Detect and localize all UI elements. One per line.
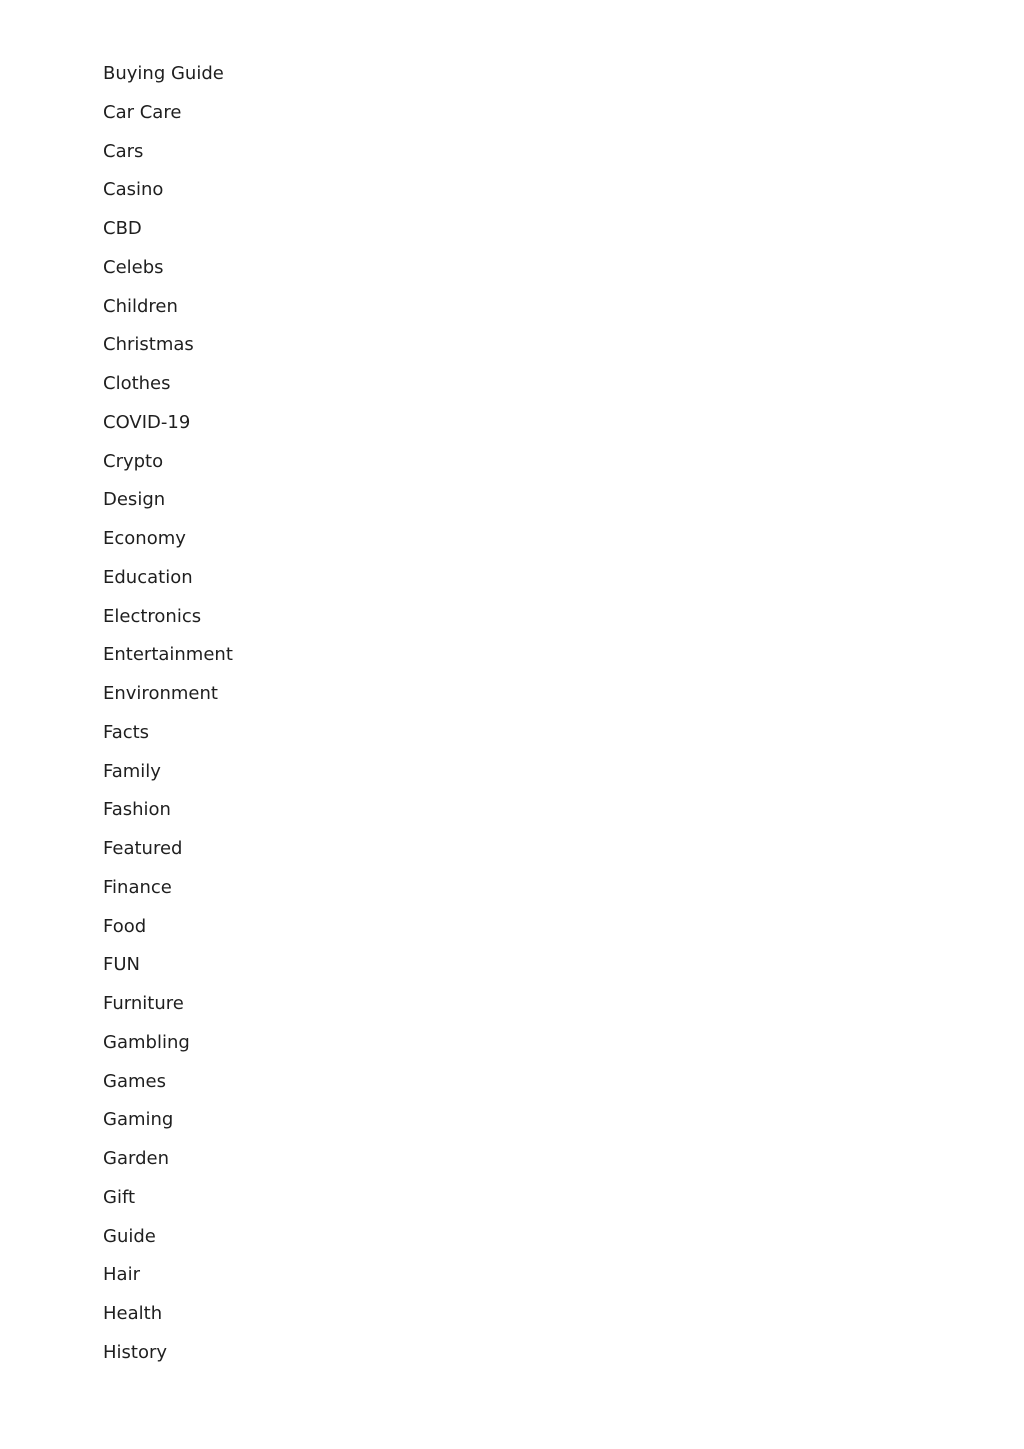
category-item <box>103 1295 233 1334</box>
category-item <box>103 1063 233 1102</box>
category-link[interactable]: Car Care <box>103 101 182 123</box>
category-item <box>103 1179 233 1218</box>
category-item <box>103 94 233 133</box>
category-link[interactable]: Casino <box>103 179 164 201</box>
category-link[interactable]: Entertainment <box>103 644 233 666</box>
category-item <box>103 1334 233 1373</box>
category-item <box>103 908 233 947</box>
category-item <box>103 1101 233 1140</box>
category-item <box>103 326 233 365</box>
category-item <box>103 210 233 249</box>
category-item <box>103 55 233 94</box>
category-link[interactable]: Environment <box>103 683 218 704</box>
category-item <box>103 1256 233 1295</box>
category-item <box>103 481 233 520</box>
category-item <box>103 443 233 482</box>
category-item <box>103 249 233 288</box>
category-link[interactable]: Design <box>103 489 166 511</box>
category-link[interactable]: Children <box>103 295 178 317</box>
category-link[interactable]: Gift <box>103 1186 136 1208</box>
category-link[interactable]: Gaming <box>103 1109 174 1131</box>
category-link[interactable]: FUN <box>103 954 140 976</box>
category-item <box>103 753 233 792</box>
category-link[interactable]: CBD <box>103 218 142 239</box>
category-item <box>103 133 233 172</box>
category-item <box>103 946 233 985</box>
category-link[interactable]: Buying Guide <box>103 63 224 84</box>
category-item <box>103 791 233 830</box>
category-item <box>103 559 233 598</box>
category-item <box>103 365 233 404</box>
category-link[interactable]: Health <box>103 1303 163 1324</box>
category-link[interactable]: Hair <box>103 1264 140 1286</box>
category-item <box>103 520 233 559</box>
category-link[interactable]: Education <box>103 566 193 588</box>
category-link[interactable]: History <box>103 1341 168 1363</box>
category-link[interactable]: Crypto <box>103 450 164 472</box>
category-item <box>103 288 233 327</box>
category-link[interactable]: Celebs <box>103 256 164 278</box>
category-item <box>103 1024 233 1063</box>
category-list <box>103 55 233 1373</box>
category-link[interactable]: Fashion <box>103 799 171 821</box>
category-item <box>103 1140 233 1179</box>
category-item <box>103 714 233 753</box>
category-item <box>103 869 233 908</box>
category-link[interactable]: Gambling <box>103 1031 190 1053</box>
category-link[interactable]: COVID-19 <box>103 411 191 433</box>
category-link[interactable]: Furniture <box>103 993 184 1014</box>
category-link[interactable]: Garden <box>103 1148 169 1169</box>
category-link[interactable]: Featured <box>103 838 183 859</box>
category-link[interactable]: Electronics <box>103 605 202 627</box>
category-item <box>103 171 233 210</box>
category-link[interactable]: Finance <box>103 876 172 898</box>
category-item <box>103 830 233 869</box>
category-item <box>103 404 233 443</box>
category-item <box>103 636 233 675</box>
category-item <box>103 985 233 1024</box>
category-item <box>103 1218 233 1257</box>
category-item <box>103 675 233 714</box>
category-link[interactable]: Guide <box>103 1225 156 1247</box>
category-link[interactable]: Economy <box>103 528 186 549</box>
category-link[interactable]: Cars <box>103 140 144 162</box>
category-link[interactable]: Family <box>103 760 161 782</box>
category-link[interactable]: Christmas <box>103 334 194 356</box>
category-link[interactable]: Food <box>103 915 147 937</box>
category-link[interactable]: Clothes <box>103 373 171 394</box>
category-link[interactable]: Facts <box>103 721 150 743</box>
category-link[interactable]: Games <box>103 1070 166 1092</box>
category-item <box>103 598 233 637</box>
